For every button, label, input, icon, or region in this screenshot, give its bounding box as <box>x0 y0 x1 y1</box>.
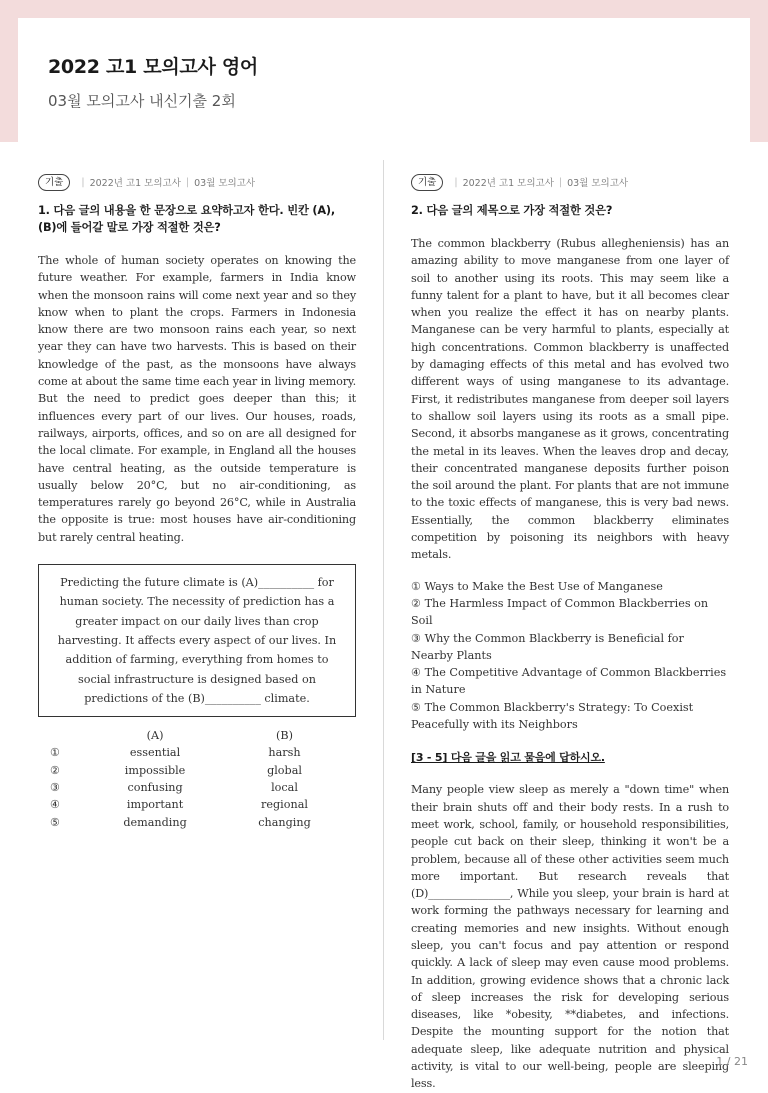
header <box>18 18 750 142</box>
choice-b: changing <box>258 815 311 829</box>
page-title: 2022 고1 모의고사 영어 <box>48 56 258 78</box>
choices-table <box>38 729 356 833</box>
passage: The common blackberry (Rubus allegheniensis) has an amazing ability to move manganese from one layer of soil to another using its roots. This may seem like a funny talent for a plant to have, but it all becomes clear when you realize the effect it has on nearby plants. Manganese can be very harmful to plants, especially at high concentrations. Common blackberry is unaffected by damaging effects of this metal and has evolved two different ways of using manganese to its advantage. First, it redistributes manganese from deeper soil layers to shallow soil layers using its roots as a small pipe. Second, it absorbs manganese as it grows, concentrating the metal in its leaves. When the leaves drop and decay, their concentrated manganese deposits further poison the soil around the plant. For plants that are not immune to the toxic effects of manganese, this is very bad news. Essentially, the common blackberry eliminates competition by poisoning its neighbors with heavy metals. <box>411 237 729 562</box>
choice-b: harsh <box>268 746 301 760</box>
question-1 <box>38 172 356 833</box>
page-number: 1 / 21 <box>716 1055 748 1068</box>
choice-b: local <box>271 781 298 795</box>
choice-row[interactable] <box>38 746 356 763</box>
page-subtitle: 03월 모의고사 내신기출 2회 <box>48 92 236 110</box>
choice-row[interactable] <box>38 764 356 781</box>
source-line <box>411 172 729 192</box>
choice-b: global <box>267 763 302 777</box>
choice-number: ⑤ <box>50 815 61 829</box>
separator: | <box>454 176 458 188</box>
choice-a: important <box>126 798 184 812</box>
separator: | <box>185 176 190 188</box>
choice-a: essential <box>129 746 181 760</box>
choice-a: confusing <box>127 781 183 795</box>
choice-row[interactable] <box>38 798 356 815</box>
choice-row[interactable] <box>38 816 356 833</box>
choices-header <box>38 729 356 746</box>
column-b-header: (B) <box>276 729 293 743</box>
section-heading: [3 - 5] 다음 글을 읽고 물음에 답하시오. <box>411 751 605 765</box>
column-a-header: (A) <box>146 729 164 743</box>
choice-a: demanding <box>123 815 187 829</box>
option-4[interactable]: ④ The Competitive Advantage of Common Blackberries in Nature <box>411 666 727 697</box>
source-tag: 기출 <box>38 174 70 191</box>
choice-number: ③ <box>50 781 61 795</box>
passage: The whole of human society operates on knowing the future weather. For example, farmers in India know when the monsoon rains will come next year and so they know when to plant the crops. Farmers in Indonesia know there are two monsoon rains each year, so next year they can have two harvests. This is based on their knowledge of the past, as the monsoons have always come at about the same time each year in living memory. But the need to predict goes deeper than this; it influences every part of our lives. Our houses, roads, railways, airports, offices, and so on are all designed for the local climate. For example, in England all the houses have central heating, as the outside temperature is usually below 20°C, but no air-conditioning, as temperatures rarely go beyond 26°C, while in Australia the opposite is true: most houses have air-conditioning but rarely central heating. <box>38 254 356 544</box>
question-2 <box>411 172 729 1093</box>
column-divider <box>383 160 384 1040</box>
choice-number: ① <box>50 746 61 760</box>
question-title: 2. 다음 글의 제목으로 가장 적절한 것은? <box>411 204 613 217</box>
separator: | <box>558 176 563 188</box>
option-3[interactable]: ③ Why the Common Blackberry is Beneficial for Nearby Plants <box>411 631 684 662</box>
choice-number: ② <box>50 763 61 777</box>
source-line <box>38 172 356 192</box>
source-month: 03월 모의고사 <box>567 178 629 189</box>
source-month: 03월 모의고사 <box>194 178 256 189</box>
section-passage: Many people view sleep as merely a "down time" when their brain shuts off and their body rests. In a rush to meet work, school, family, or household responsibilities, people cut back on their sleep, thinking it won't be a problem, because all of these other activities seem much more important. But research reveals that (D)_______________, While you sleep, your brain is hard at work forming the pathways necessary for learning and creating memories and new insights. Without enough sleep, you can't focus and pay attention or respond quickly. A lack of sleep may even cause mood problems. In addition, growing evidence shows that a chronic lack of sleep increases the risk for developing serious diseases, like *obesity, **diabetes, and infections. Despite the mounting support for the notion that adequate sleep, like adequate nutrition and physical activity, is vital to our well-being, people are sleeping less. <box>411 783 729 1091</box>
option-2[interactable]: ② The Harmless Impact of Common Blackberries on Soil <box>411 596 709 628</box>
question-title: 1. 다음 글의 내용을 한 문장으로 요약하고자 한다. 빈칸 (A), (B)에 들어갈 말로 가장 적절한 것은? <box>38 204 335 234</box>
source-tag: 기출 <box>411 174 443 191</box>
choice-a: impossible <box>124 763 186 777</box>
answer-options <box>411 578 729 734</box>
summary-box: Predicting the future climate is (A)__________ for human society. The necessity of prediction has a greater impact on our daily lives than crop harvesting. It affects every aspect of our lives. In addition of farming, everything from homes to social infrastructure is designed based on predictions of the (B)__________ climate. <box>38 564 356 717</box>
separator: | <box>81 176 85 188</box>
choice-row[interactable] <box>38 781 356 798</box>
option-1[interactable]: ① Ways to Make the Best Use of Manganese <box>411 579 663 593</box>
choice-number: ④ <box>50 798 61 812</box>
source-year: 2022년 고1 모의고사 <box>462 178 554 189</box>
source-year: 2022년 고1 모의고사 <box>89 178 181 189</box>
option-5[interactable]: ⑤ The Common Blackberry's Strategy: To Coexist Peacefully with its Neighbors <box>411 700 694 732</box>
choice-b: regional <box>261 798 308 812</box>
